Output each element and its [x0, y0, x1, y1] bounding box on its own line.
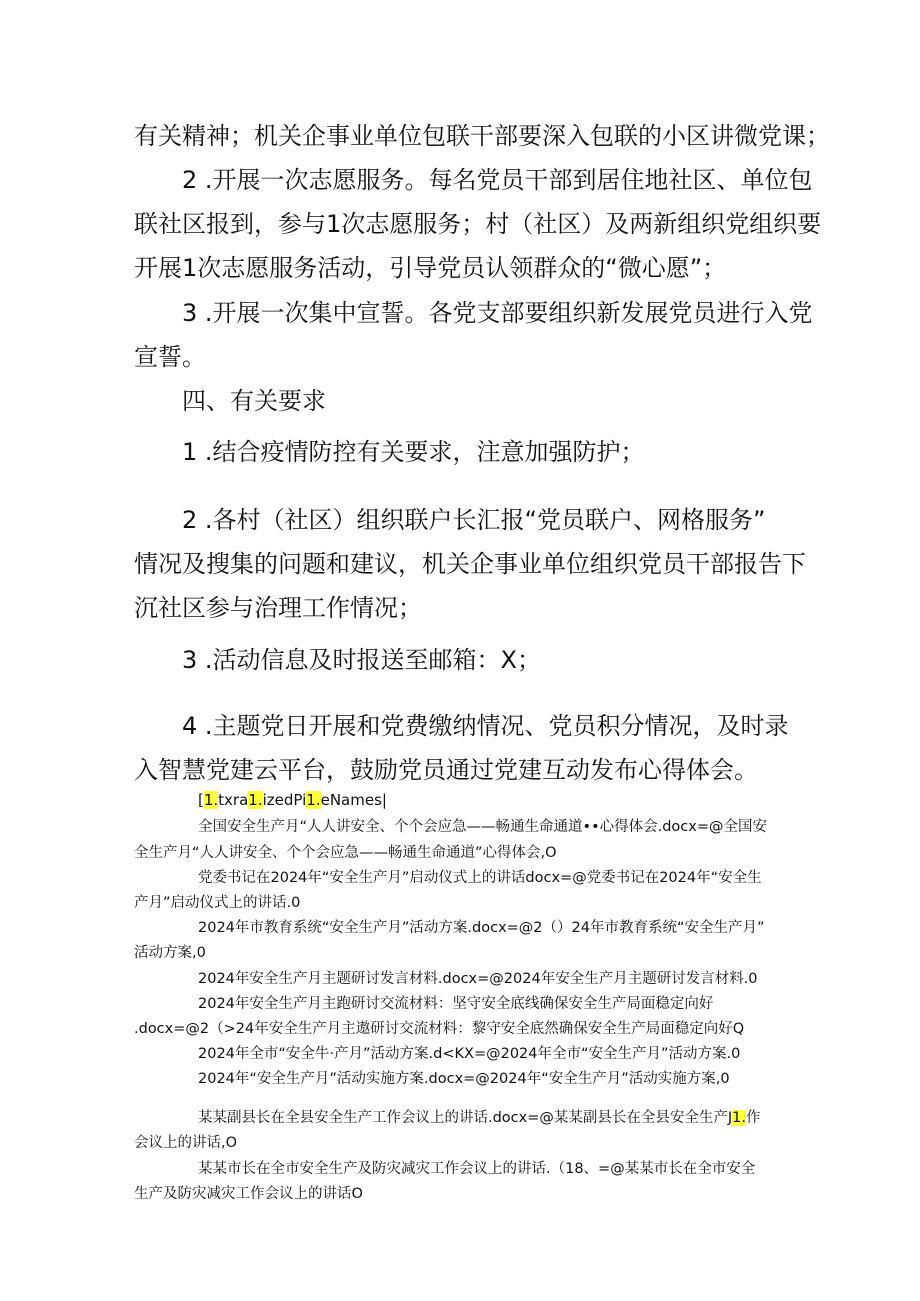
body-line: 2 .开展一次志愿服务。每名党员干部到居住地社区、单位包 [182, 166, 813, 194]
body-line: 宣誓。 [134, 343, 206, 371]
ref-line: 生产及防灾减灾工作会议上的讲话O [134, 1186, 363, 1202]
body-line: 开展1次志愿服务活动，引导党员认领群众的“微心愿”； [134, 254, 727, 282]
body-line: 3 .活动信息及时报送至邮箱：X； [182, 646, 541, 674]
ref-header-highlight: 1. [306, 791, 321, 809]
ref-header-part: eNames| [320, 791, 387, 809]
ref-header [198, 790, 387, 810]
body-line: 2 .各村（社区）组织联户长汇报“党员联户、网格服务” [182, 506, 766, 534]
ref-line: 2024年市教育系统“安全生产月”活动方案.docx=@2（）24年市教育系统“安全生产月” [198, 920, 765, 936]
ref-line: .docx=@2（>24年安全生产月主遨研讨交流材料：黎守安全底然确保安全生产局面稳定向好Q [134, 1021, 745, 1037]
body-line: 4 .主题党日开展和党费缴纳情况、党员积分情况，及时录 [182, 712, 789, 740]
body-line: 情况及搜集的问题和建议，机关企事业单位组织党员干部报告下 [134, 550, 806, 578]
ref-line: 会议上的讲话,O [134, 1135, 238, 1151]
body-line: 1 .结合疫情防控有关要求，注意加强防护； [182, 438, 645, 466]
body-line: 沉社区参与治理工作情况； [134, 594, 422, 622]
ref-line: 全国安全生产月“人人讲安全、个个会应急——畅通生命通道••心得体会.docx=@全国安 [198, 819, 768, 835]
body-line: 入智慧党建云平台，鼓励党员通过党建互动发布心得体会。 [134, 756, 758, 784]
ref-line [198, 1108, 761, 1128]
ref-line: 活动方案,0 [134, 945, 206, 961]
ref-line-text: 某某副县长在全县安全生产工作会议上的讲话.docx=@某某副县长在全县安全生产J [198, 1110, 733, 1126]
ref-header-part: txra [218, 791, 249, 809]
ref-line: 全生产月“人人讲安全、个个会应急——畅通生命通道”心得体会,O [134, 845, 557, 861]
ref-line: 某某市长在全市安全生产及防灾减灾工作会议上的讲话.（18、=@某某市长在全市安全 [198, 1161, 756, 1177]
body-line: 联社区报到，参与1次志愿服务；村（社区）及两新组织党组织要 [134, 210, 822, 238]
ref-line: 产月”启动仪式上的讲话.0 [134, 895, 301, 911]
ref-line: 2024年“安全生产月”活动实施方案.docx=@2024年“安全生产月”活动实施方案,0 [198, 1071, 730, 1087]
body-line: 有关精神；机关企事业单位包联干部要深入包联的小区讲微党课； [134, 122, 830, 150]
ref-header-highlight: 1. [203, 791, 219, 809]
ref-line-highlight: 1. [732, 1110, 747, 1126]
ref-line: 2024年安全生产月主跑研讨交流材料：坚守安全底线确保安全生产局面稳定向好 [198, 996, 714, 1012]
body-line: 3 .开展一次集中宣誓。各党支部要组织新发展党员进行入党 [182, 299, 813, 327]
ref-line-text: 作 [746, 1110, 761, 1126]
ref-line: 2024年安全生产月主题研讨发言材料.docx=@2024年安全生产月主题研讨发言材料.0 [198, 971, 758, 987]
ref-line: 2024年全市“安全牛·产月”活动方案.d<KX=@2024年全市“安全生产月”活动方案.0 [198, 1046, 741, 1062]
ref-header-part: [ [198, 791, 204, 809]
section-heading: 四、有关要求 [182, 387, 326, 415]
ref-header-part: izedPi [262, 791, 307, 809]
ref-line: 党委书记在2024年“安全生产月”启动仪式上的讲话docx=@党委书记在2024年“安全生 [198, 870, 762, 886]
ref-header-highlight: 1. [248, 791, 263, 809]
